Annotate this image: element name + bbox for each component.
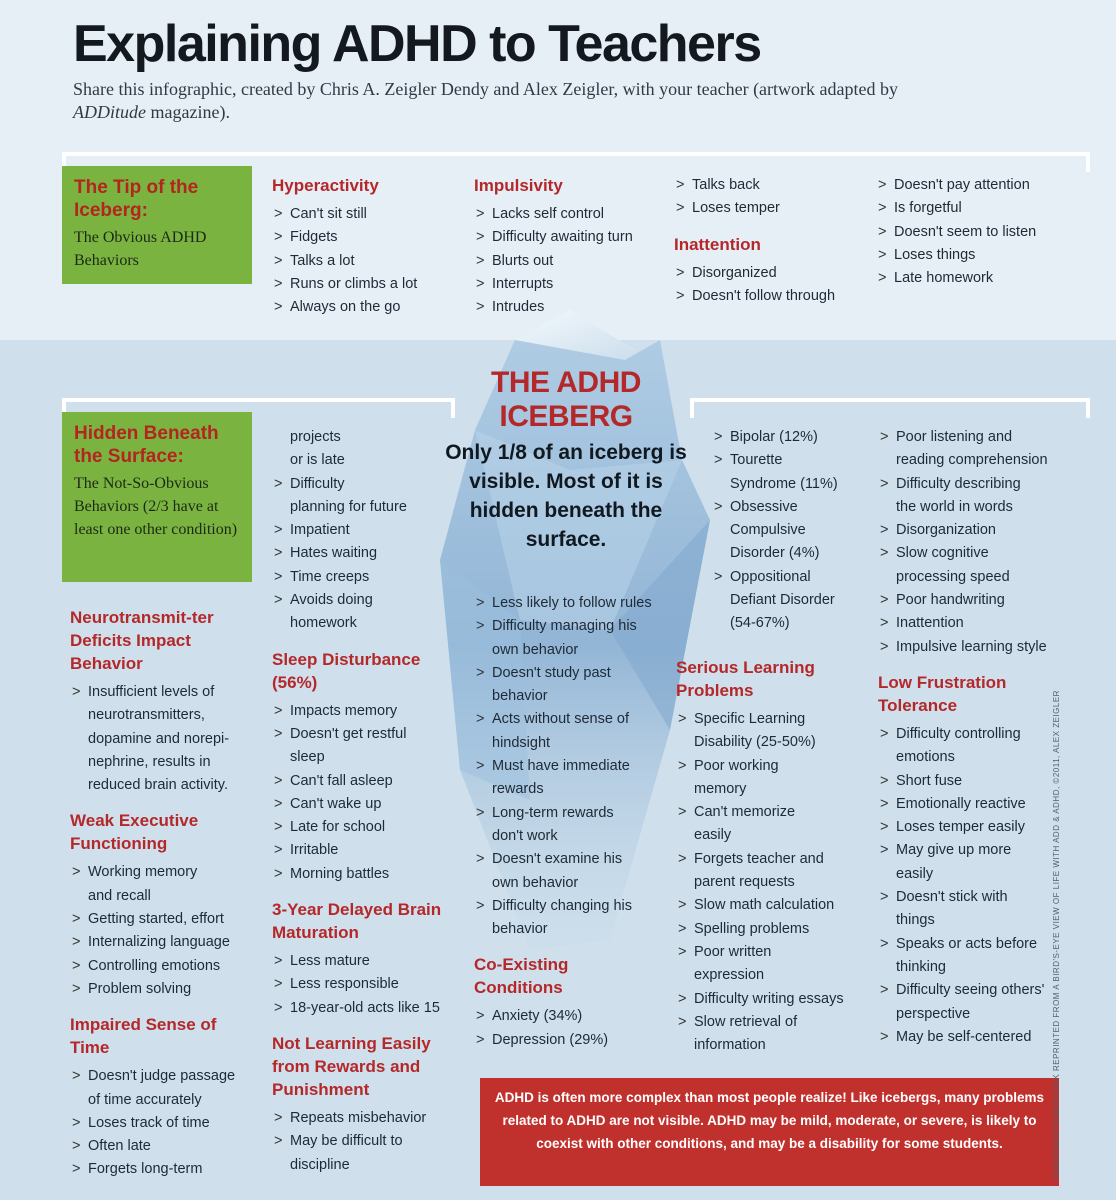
- list-item: > Loses track of time: [70, 1112, 250, 1135]
- list-item: > Specific Learning: [676, 708, 866, 731]
- impulsivity-title: Impulsivity: [474, 176, 563, 195]
- list-item: > Difficulty managing his: [474, 615, 664, 638]
- list-item: > Doesn't examine his: [474, 848, 664, 871]
- list-item: expression: [694, 967, 765, 984]
- list-item: > Impacts memory: [272, 700, 452, 723]
- list-item: > Working memory: [70, 861, 250, 884]
- list-item: > Bipolar (12%): [712, 426, 882, 449]
- list-item: > Interrupts: [474, 273, 633, 296]
- list-item: behavior: [492, 688, 548, 705]
- learning-column: [676, 656, 866, 1057]
- list-item: > Problem solving: [70, 978, 250, 1001]
- list-item: > Difficulty controlling: [878, 723, 1058, 746]
- list-item: > Difficulty awaiting turn: [474, 226, 633, 249]
- list-item: planning for future: [290, 498, 407, 515]
- list-item: > May be self-centered: [878, 1026, 1058, 1049]
- list-item: reading comprehension: [896, 452, 1048, 469]
- list-item: > Depression (29%): [474, 1029, 664, 1052]
- hidden-section-bracket-right: [690, 398, 1090, 418]
- hidden-beneath-box: [62, 412, 252, 582]
- hyperactivity-title: Hyperactivity: [272, 176, 379, 195]
- list-item: > Slow retrieval of: [676, 1011, 866, 1034]
- list-item: nephrine, results in: [88, 753, 211, 770]
- list-item: > Less responsible: [272, 973, 452, 996]
- list-item: thinking: [896, 958, 946, 975]
- rewards-title: Not Learning Easily from Rewards and Punishment: [272, 1033, 431, 1099]
- list-item: > Doesn't get restful: [272, 723, 452, 746]
- impulsivity-column: [474, 174, 633, 319]
- list-item: > Impatient: [272, 519, 452, 542]
- executive-title: Weak Executive Functioning: [70, 811, 199, 854]
- list-item: > Must have immediate: [474, 755, 664, 778]
- list-item: reduced brain activity.: [88, 777, 228, 794]
- list-item: Disorder (4%): [730, 545, 820, 562]
- hidden-column-4: [712, 426, 882, 636]
- list-item: easily: [896, 865, 934, 882]
- neurotransmitter-title: Neurotransmit-ter Deficits Impact Behavior: [70, 608, 214, 673]
- list-item: the world in words: [896, 498, 1013, 515]
- list-item: > Poor working: [676, 755, 866, 778]
- list-item: > Doesn't study past: [474, 662, 664, 685]
- list-item: > Can't sit still: [272, 203, 417, 226]
- list-item: of time accurately: [88, 1091, 202, 1108]
- list-item: > Runs or climbs a lot: [272, 273, 417, 296]
- hidden-subtitle: The Not-So-Obvious Behaviors (2/3 have at least one other condition): [74, 475, 238, 538]
- list-item: perspective: [896, 1005, 971, 1022]
- list-item: Disability (25-50%): [694, 734, 816, 751]
- list-item: projects: [290, 429, 341, 445]
- list-item: > Oppositional: [712, 566, 882, 589]
- frustration-title: Low Frustration Tolerance: [878, 672, 1007, 715]
- list-item: > Doesn't follow through: [674, 285, 835, 308]
- list-item: > Inattention: [878, 612, 1058, 635]
- list-item: > Loses things: [876, 244, 1036, 267]
- list-item: > Late for school: [272, 816, 452, 839]
- list-item: > Often late: [70, 1135, 250, 1158]
- inattention-column: [674, 174, 835, 308]
- list-item: > Spelling problems: [676, 918, 866, 941]
- list-item: > Difficulty writing essays: [676, 988, 866, 1011]
- inattention-title: Inattention: [674, 234, 761, 254]
- list-item: > Disorganization: [878, 519, 1058, 542]
- hidden-column-5: [878, 426, 1058, 1049]
- photo-credit: HANOHIGH/THINKSTOCK REPRINTED FROM A BIRD'S-EYE VIEW OF LIFE WITH ADD & ADHD, ©2011, ALEX ZEIGLER: [1052, 690, 1061, 1180]
- inattention-column-2: [876, 174, 1036, 290]
- hidden-column-1: [70, 606, 250, 1182]
- list-item: easily: [694, 827, 732, 844]
- list-item: > Lacks self control: [474, 203, 633, 226]
- list-item: > May be difficult to: [272, 1130, 452, 1153]
- learning-title: Serious Learning Problems: [676, 658, 815, 700]
- list-item: homework: [290, 615, 357, 632]
- delayed-maturation-title: 3-Year Delayed Brain Maturation: [272, 900, 442, 943]
- list-item: > Internalizing language: [70, 931, 250, 954]
- list-item: > Loses temper easily: [878, 816, 1058, 839]
- list-item: > Doesn't judge passage: [70, 1065, 250, 1088]
- list-item: > Forgets teacher and: [676, 848, 866, 871]
- list-item: > Doesn't stick with: [878, 886, 1058, 909]
- coexisting-title: Co-Existing Conditions: [474, 955, 569, 998]
- list-item: don't work: [492, 827, 558, 844]
- list-item: > Avoids doing: [272, 589, 452, 612]
- list-item: > Morning battles: [272, 863, 452, 886]
- tip-of-iceberg-box: [62, 166, 252, 284]
- list-item: sleep: [290, 749, 325, 766]
- hyperactivity-column: [272, 174, 417, 319]
- list-item: > Slow math calculation: [676, 894, 866, 917]
- list-item: hindsight: [492, 734, 551, 751]
- sleep-title: Sleep Disturbance (56%): [272, 649, 421, 692]
- list-item: rewards: [492, 781, 544, 798]
- list-item: > Acts without sense of: [474, 708, 664, 731]
- list-item: > 18-year-old acts like 15: [272, 997, 452, 1020]
- summary-callout: ADHD is often more complex than most people realize! Like icebergs, many problems related to ADHD are not visible. ADHD may be mild, moderate, or severe, is likely to coexist with other conditions, and may be a disability for some students.: [480, 1078, 1059, 1186]
- list-item: > Can't fall asleep: [272, 770, 452, 793]
- list-item: > Difficulty: [272, 473, 452, 496]
- list-item: > Less likely to follow rules: [474, 592, 664, 615]
- list-item: Compulsive: [730, 522, 806, 539]
- list-item: > Disorganized: [674, 262, 835, 285]
- list-item: > Hates waiting: [272, 542, 452, 565]
- subtitle: Share this infographic, created by Chris A. Zeigler Dendy and Alex Zeigler, with your teacher (artwork adapted by ADDitude magazine).: [73, 79, 899, 122]
- list-item: > Fidgets: [272, 226, 417, 249]
- list-item: > Tourette: [712, 449, 882, 472]
- time-title: Impaired Sense of Time: [70, 1015, 217, 1058]
- hidden-column-2: [272, 426, 452, 1177]
- list-item: > Poor handwriting: [878, 589, 1058, 612]
- list-item: neurotransmitters,: [88, 707, 205, 724]
- list-item: > Long-term rewards: [474, 802, 664, 825]
- list-item: behavior: [492, 921, 548, 938]
- list-item: > Insufficient levels of: [70, 681, 250, 704]
- iceberg-title: THE ADHD ICEBERG: [491, 366, 641, 433]
- list-item: > Obsessive: [712, 496, 882, 519]
- list-item: > Talks a lot: [272, 250, 417, 273]
- list-item: information: [694, 1037, 766, 1054]
- list-item: > Emotionally reactive: [878, 793, 1058, 816]
- list-item: > Difficulty seeing others': [878, 979, 1058, 1002]
- list-item: > Intrudes: [474, 296, 633, 319]
- list-item: > Talks back: [674, 174, 835, 197]
- list-item: > Time creeps: [272, 566, 452, 589]
- list-item: > Difficulty describing: [878, 473, 1058, 496]
- list-item: > Can't memorize: [676, 801, 866, 824]
- list-item: > Short fuse: [878, 770, 1058, 793]
- iceberg-text: Only 1/8 of an iceberg is visible. Most of it is hidden beneath the surface.: [445, 441, 687, 551]
- list-item: or is late: [290, 452, 345, 469]
- list-item: > Anxiety (34%): [474, 1005, 664, 1028]
- list-item: > Impulsive learning style: [878, 636, 1058, 659]
- list-item: memory: [694, 780, 747, 797]
- list-item: processing speed: [896, 568, 1010, 585]
- list-item: Syndrome (11%): [730, 475, 838, 492]
- list-item: > Blurts out: [474, 250, 633, 273]
- tip-title: The Tip of the Iceberg:: [74, 177, 199, 221]
- list-item: > Irritable: [272, 839, 452, 862]
- list-item: own behavior: [492, 641, 579, 658]
- list-item: > Always on the go: [272, 296, 417, 319]
- list-item: > Getting started, effort: [70, 908, 250, 931]
- list-item: > Doesn't pay attention: [876, 174, 1036, 197]
- list-item: things: [896, 912, 935, 929]
- list-item: > Doesn't seem to listen: [876, 221, 1036, 244]
- list-item: parent requests: [694, 874, 795, 891]
- list-item: > Less mature: [272, 950, 452, 973]
- list-item: > Poor listening and: [878, 426, 1058, 449]
- list-item: > Forgets long-term: [70, 1158, 250, 1181]
- list-item: > Late homework: [876, 267, 1036, 290]
- list-item: > Poor written: [676, 941, 866, 964]
- list-item: own behavior: [492, 874, 579, 891]
- list-item: > Controlling emotions: [70, 955, 250, 978]
- list-item: > Loses temper: [674, 197, 835, 220]
- list-item: discipline: [290, 1156, 350, 1173]
- list-item: > Can't wake up: [272, 793, 452, 816]
- list-item: > May give up more: [878, 839, 1058, 862]
- list-item: emotions: [896, 749, 955, 766]
- magazine-name: ADDitude: [73, 102, 146, 122]
- tip-subtitle: The Obvious ADHD Behaviors: [74, 229, 207, 269]
- list-item: > Difficulty changing his: [474, 895, 664, 918]
- list-item: (54-67%): [730, 615, 790, 632]
- list-item: > Is forgetful: [876, 197, 1036, 220]
- page-title: Explaining ADHD to Teachers: [73, 15, 761, 73]
- list-item: > Slow cognitive: [878, 542, 1058, 565]
- list-item: > Speaks or acts before: [878, 933, 1058, 956]
- list-item: Defiant Disorder: [730, 592, 835, 609]
- list-item: dopamine and norepi-: [88, 730, 230, 747]
- list-item: > Repeats misbehavior: [272, 1107, 452, 1130]
- hidden-column-3: [474, 592, 664, 1052]
- hidden-title: Hidden Beneath the Surface:: [74, 423, 219, 467]
- list-item: and recall: [88, 887, 151, 904]
